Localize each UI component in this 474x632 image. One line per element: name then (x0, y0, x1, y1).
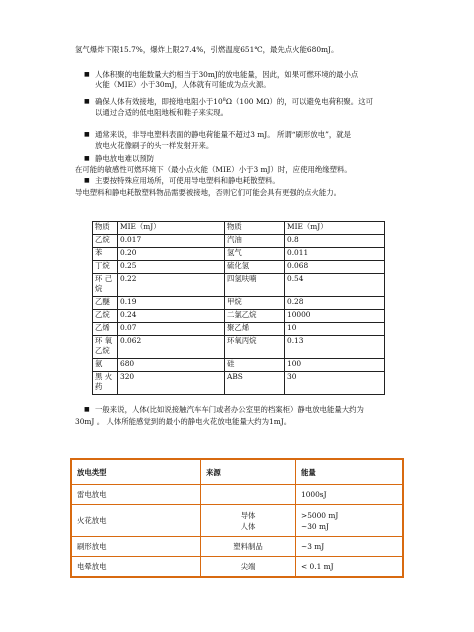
mie-table-cell: 环氧丙烷 (225, 336, 285, 359)
discharge-energy-cell (296, 485, 404, 505)
mie-table-cell: 0.07 (118, 323, 225, 336)
mie-table-cell: 0.20 (118, 248, 225, 261)
discharge-source-text: 尖端 (240, 562, 256, 571)
discharge-energy-text: < 0.1 mJ (301, 562, 334, 571)
mie-table-cell: 0.068 (285, 261, 385, 274)
discharge-energy-text: ~3 mJ (301, 542, 325, 551)
discharge-table-row (71, 557, 403, 578)
mie-table-cell: 乙醚 (93, 297, 118, 310)
mie-table-cell: 氨 (93, 359, 118, 372)
discharge-source-cell (201, 485, 296, 505)
bullet-grounding-l1 (95, 97, 373, 107)
insulating-plastic-text: 在可能的敏感性可燃环境下（最小点火能（MIE）小于3 mJ）时，应使用绝缘塑料。 (75, 165, 352, 174)
mie-header-cell: 物质 (93, 222, 118, 235)
mie-table-cell: ABS (225, 372, 285, 395)
discharge-source-text: 人体 (240, 521, 256, 531)
mie-table-cell: 甲烷 (225, 297, 285, 310)
mie-table-cell: 硫化氢 (225, 261, 285, 274)
mie-table-cell: 乙烯 (93, 323, 118, 336)
discharge-table-header-row (71, 459, 403, 485)
mie-table-cell: 10000 (285, 310, 385, 323)
mie-table-row (93, 359, 385, 372)
mie-header-cell: MIE（mJ） (118, 222, 225, 235)
bullet-brush-discharge-l2: 放电火花像刷子的头一样发射开来。 (95, 141, 214, 150)
mie-table-cell: 苯 (93, 248, 118, 261)
discharge-energy-text: >5000 mJ (301, 510, 339, 520)
grounding-plastics-text: 导电塑料和静电耗散塑料物品需要被接地，否则它们可能会具有更强的点火能力。 (75, 188, 342, 197)
mie-table-cell: 0.19 (118, 297, 225, 310)
mie-table-row (93, 310, 385, 323)
mie-table-cell: 环 己烷 (93, 274, 118, 297)
mie-table-cell: 0.017 (118, 235, 225, 248)
discharge-energy-text: 1000sJ (301, 490, 327, 499)
mie-table-cell: 黑 火药 (93, 372, 118, 395)
grounding-text-post: Ω（100 MΩ）的，可以避免电荷积聚。这可 (225, 97, 373, 106)
mie-table-cell: 0.25 (118, 261, 225, 274)
grounding-exponent: 8 (222, 97, 226, 103)
mie-table-cell: 0.24 (118, 310, 225, 323)
mie-table-row (93, 323, 385, 336)
mie-table-row (93, 297, 385, 310)
bullet-grounding-l2: 以通过合适的低电阻地板和鞋子来实现。 (95, 108, 229, 117)
mie-table-cell: 0.062 (118, 336, 225, 359)
mie-table-row (93, 274, 385, 297)
discharge-header-cell: 来源 (201, 459, 296, 485)
discharge-energy-text: ~30 mJ (301, 521, 329, 531)
mie-table-cell: 四氢呋喃 (225, 274, 285, 297)
mie-table-cell: 硅 (225, 359, 285, 372)
bullet-brush-discharge-l1: ■ 通常来说，非导电塑料表面的静电荷能量不超过3 mJ。 所谓“刷形放电”，就是 (95, 130, 351, 140)
mie-table-row (93, 372, 385, 395)
bullet-human-energy-l2: 火能（MIE）小于30mJ，人体就有可能成为点火源。 (95, 80, 271, 89)
discharge-energy-cell (296, 537, 404, 557)
discharge-energy-cell (296, 505, 404, 537)
mie-table-cell: 乙烷 (93, 235, 118, 248)
mie-table-cell: 10 (285, 323, 385, 336)
discharge-type-cell: 火花放电 (71, 505, 201, 537)
mie-table-cell: 汽油 (225, 235, 285, 248)
discharge-type-cell: 雷电放电 (71, 485, 201, 505)
discharge-source-cell (201, 505, 296, 537)
mie-table-cell: 环 氧乙烷 (93, 336, 118, 359)
mie-table-cell: 0.8 (285, 235, 385, 248)
mie-table (92, 221, 385, 395)
body-spark-text-l1: ■ 一般来说，人体(比如说接触汽车车门或者办公室里的档案柜）静电放电能量大约为 (95, 405, 364, 415)
mie-table-cell: 320 (118, 372, 225, 395)
discharge-type-cell: 电晕放电 (71, 557, 201, 578)
discharge-source-text: 导体 (240, 510, 256, 520)
mie-table-row (93, 235, 385, 248)
mie-table-cell: 30 (285, 372, 385, 395)
discharge-table-row (71, 485, 403, 505)
mie-table-cell: 二氯乙烷 (225, 310, 285, 323)
mie-table-cell: 680 (118, 359, 225, 372)
bullet-conductive-plastic: ■ 主要按特殊应用场所，可使用导电塑料和静电耗散塑料。 (95, 176, 280, 186)
discharge-source-text: 塑料制品 (233, 542, 263, 551)
mie-table-row (93, 336, 385, 359)
mie-table-row (93, 248, 385, 261)
grounding-text-pre: 确保人体有效接地，即接地电阻小于10 (95, 97, 223, 106)
discharge-energy-cell (296, 557, 404, 578)
mie-table-cell: 氢气 (225, 248, 285, 261)
mie-table-cell: 聚乙烯 (225, 323, 285, 336)
mie-table-cell: 0.54 (285, 274, 385, 297)
discharge-type-cell: 刷形放电 (71, 537, 201, 557)
mie-table-cell: 100 (285, 359, 385, 372)
mie-table-cell: 0.22 (118, 274, 225, 297)
discharge-table-row (71, 505, 403, 537)
discharge-source-cell (201, 537, 296, 557)
mie-header-cell: 物质 (225, 222, 285, 235)
discharge-table-row (71, 537, 403, 557)
mie-table-cell: 0.28 (285, 297, 385, 310)
hydrogen-properties-text: 氢气爆炸下限15.7%，爆炸上限27.4%，引燃温度651℃，最先点火能680mJ。 (75, 45, 339, 54)
mie-header-cell: MIE（mJ） (285, 222, 385, 235)
body-spark-text-l2: 30mJ 。 人体所能感觉到的最小的静电火花放电能量大约为1mJ。 (75, 417, 292, 426)
discharge-type-table (70, 458, 404, 578)
discharge-header-cell: 能量 (296, 459, 404, 485)
mie-table-cell: 0.011 (285, 248, 385, 261)
discharge-header-cell: 放电类型 (71, 459, 201, 485)
discharge-source-cell (201, 557, 296, 578)
bullet-human-energy-l1: ■ 人体积聚的电能数量大约相当于30mJ的放电能量，因此，如果可燃环境的最小点 (95, 70, 358, 80)
mie-table-cell: 丁烷 (93, 261, 118, 274)
mie-table-cell: 乙烷 (93, 310, 118, 323)
bullet-prevention: ■ 静电放电难以预防 (95, 154, 154, 164)
mie-table-row (93, 261, 385, 274)
mie-table-cell: 0.13 (285, 336, 385, 359)
mie-table-header-row (93, 222, 385, 235)
